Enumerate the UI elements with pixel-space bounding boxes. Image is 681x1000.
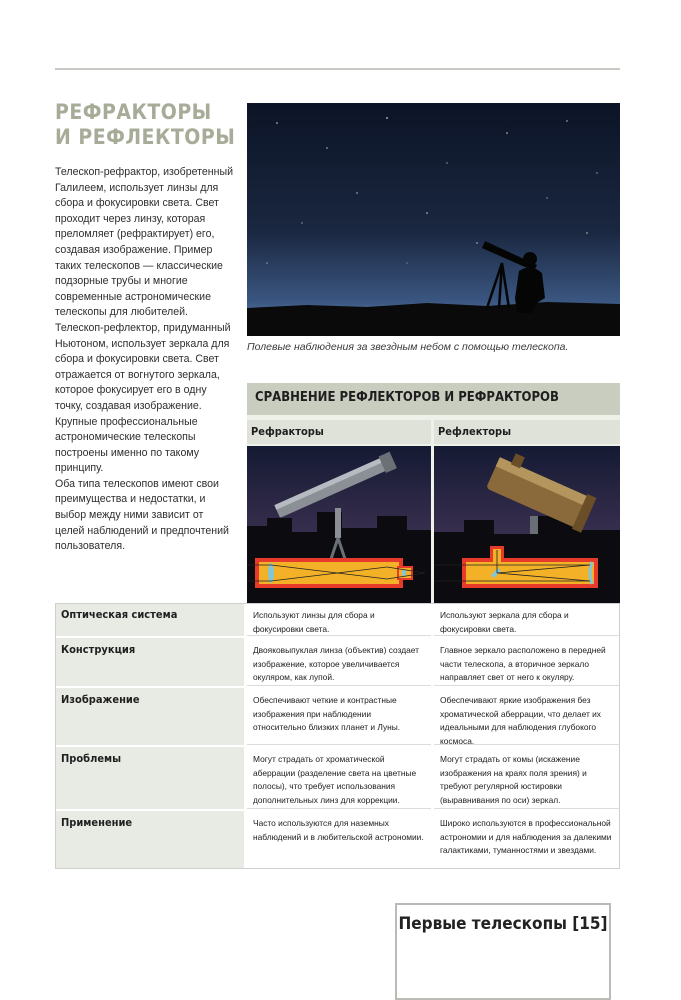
row-label-image: Изображение <box>55 688 244 745</box>
cell-refractor-construction: Двояковыпуклая линза (объектив) создает изображение, которое увеличивается окуляром, как лупой. <box>247 638 431 686</box>
cell-refractor-image: Обеспечивают четкие и контрастные изображения при наблюдении относительно близких планет и Луны. <box>247 688 431 745</box>
night-sky-photo <box>247 103 620 336</box>
page-title <box>55 100 240 150</box>
footer-box <box>395 903 611 1000</box>
reflector-illustration <box>434 446 620 603</box>
cell-reflector-application: Широко используются в профессиональной астрономии и для наблюдения за далекими галактиками, туманностями и звездами. <box>434 811 620 869</box>
row-label-optical-system: Оптическая система <box>55 603 244 636</box>
cell-refractor-application: Часто используются для наземных наблюдений и в любительской астрономии. <box>247 811 431 869</box>
footer-page-label: Первые телескопы [15] <box>398 914 608 934</box>
telescope-silhouette-image <box>247 103 620 336</box>
column-header-reflectors: Рефлекторы <box>434 420 620 444</box>
paragraph-refractor: Телескоп-рефрактор, изобретенный Галилеем, использует линзы для сбора и фокусировки света. Свет проходит через линзу, которая преломляет (рефрактирует) его, создавая изображение. Пример таких телескопов — классические подзорные трубы и многие современные астрономические телескопы для любителей. <box>55 166 234 319</box>
body-text <box>55 165 235 555</box>
cell-reflector-construction: Главное зеркало расположено в передней части телескопа, а вторичное зеркало направляет свет от него к окуляру. <box>434 638 620 686</box>
photo-caption: Полевые наблюдения за звездным небом с помощью телескопа. <box>247 341 569 353</box>
cell-reflector-optical-system: Используют зеркала для сбора и фокусировки света. <box>434 603 620 636</box>
title-line-1: РЕФРАКТОРЫ <box>55 100 212 124</box>
row-label-construction: Конструкция <box>55 638 244 686</box>
comparison-heading: СРАВНЕНИЕ РЕФЛЕКТОРОВ И РЕФРАКТОРОВ <box>247 383 620 415</box>
row-label-application: Применение <box>55 811 244 869</box>
cell-reflector-problems: Могут страдать от комы (искажение изображения на краях поля зрения) и требуют регулярной юстировки (выравнивания по оси) зеркал. <box>434 747 620 809</box>
refractor-illustration <box>247 446 431 603</box>
column-header-refractors: Рефракторы <box>247 420 431 444</box>
row-label-problems: Проблемы <box>55 747 244 809</box>
paragraph-conclusion: Оба типа телескопов имеют свои преимущества и недостатки, и выбор между ними зависит от целей наблюдений и предпочтений пользователя. <box>55 477 229 553</box>
reflector-diagram-image <box>434 446 620 603</box>
cell-refractor-optical-system: Используют линзы для сбора и фокусировки света. <box>247 603 431 636</box>
refractor-diagram-image <box>247 446 431 603</box>
cell-refractor-problems: Могут страдать от хроматической аберрации (разделение света на цветные полосы), что требует использования дополнительных линз для коррекции. <box>247 747 431 809</box>
cell-reflector-image: Обеспечивают яркие изображения без хроматической аберрации, что делает их идеальными для наблюдения глубокого космоса. <box>434 688 620 745</box>
paragraph-reflector: Телескоп-рефлектор, придуманный Ньютоном, использует зеркала для сбора и фокусировки света. Свет отражается от вогнутого зеркала, которое фокусирует его в одну точку, создавая изображение. Крупные профессиональные астрономические телескопы построены именно по такому принципу. <box>55 321 231 475</box>
top-divider <box>55 68 620 70</box>
title-line-2: И РЕФЛЕКТОРЫ <box>55 125 236 149</box>
